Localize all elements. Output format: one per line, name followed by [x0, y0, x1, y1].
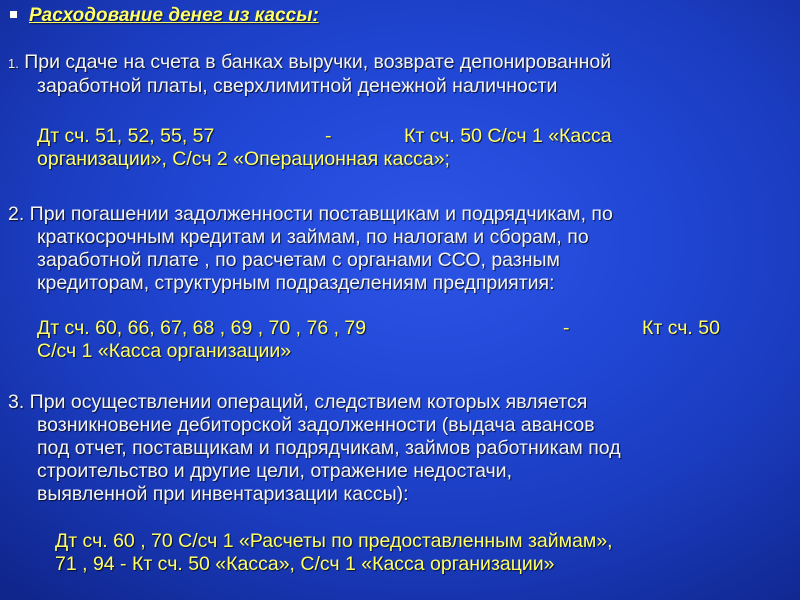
item-3-line-1: 3. При осуществлении операций, следствием которых является [8, 391, 588, 413]
item-3-line-2: возникновение дебиторской задолженности (выдача авансов [37, 414, 595, 436]
item-2-entry-line-2: С/сч 1 «Касса организации» [37, 340, 292, 362]
item-1-entry-debit: Дт сч. 51, 52, 55, 57 [37, 125, 215, 147]
item-1-text-1: При сдаче на счета в банках выручки, возврате депонированной [24, 51, 612, 73]
slide-title-row [10, 4, 319, 28]
item-3-line-4: строительство и другие цели, отражение недостачи, [37, 460, 512, 482]
item-1-entry [37, 125, 612, 171]
item-2-entry-debit: Дт сч. 60, 66, 67, 68 , 69 , 70 , 76 , 79 [37, 317, 367, 339]
item-3-line-3: под отчет, поставщикам и подрядчикам, займов работникам под [37, 437, 621, 459]
item-1 [8, 51, 611, 98]
square-bullet-icon [10, 11, 17, 18]
item-1-number: 1. [8, 56, 19, 71]
item-3-entry-line-1: Дт сч. 60 , 70 С/сч 1 «Расчеты по предоставленным займам», [55, 530, 613, 552]
item-2-entry-credit: Кт сч. 50 [642, 317, 720, 339]
item-2-line-2: краткосрочным кредитам и займам, по налогам и сборам, по [37, 226, 589, 248]
item-2 [8, 203, 613, 295]
item-1-entry-line-1 [37, 125, 612, 148]
item-3-entry [55, 530, 613, 576]
item-1-entry-dash: - [325, 125, 332, 147]
item-2-entry-line-1 [37, 317, 720, 340]
item-3-line-5: выявленной при инвентаризации кассы): [37, 483, 409, 505]
item-2-entry-dash: - [563, 317, 570, 339]
item-3 [8, 391, 621, 506]
item-1-line-2: заработной платы, сверхлимитной денежной наличности [37, 75, 558, 97]
item-1-line-1 [8, 51, 611, 75]
item-1-entry-credit: Кт сч. 50 С/сч 1 «Касса [404, 125, 612, 147]
item-2-entry [37, 317, 720, 363]
slide-title: Расходование денег из кассы: [29, 5, 319, 26]
item-1-entry-line-2: организации», С/сч 2 «Операционная касса»; [37, 148, 450, 170]
item-3-entry-line-2: 71 , 94 - Кт сч. 50 «Касса», С/сч 1 «Касса организации» [55, 553, 555, 575]
item-2-line-1: 2. При погашении задолженности поставщикам и подрядчикам, по [8, 203, 613, 225]
item-2-line-3: заработной плате , по расчетам с органами ССО, разным [37, 249, 560, 271]
item-2-line-4: кредиторам, структурным подразделениям предприятия: [37, 272, 555, 294]
